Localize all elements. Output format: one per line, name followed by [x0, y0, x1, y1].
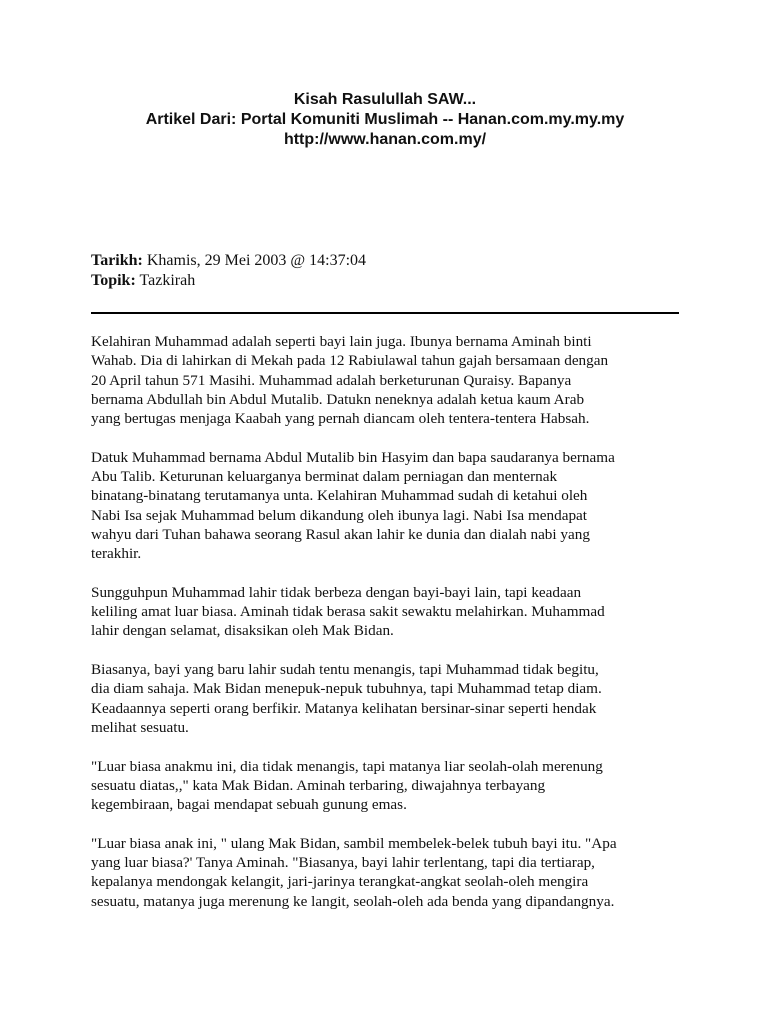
article-body: [91, 332, 679, 911]
paragraph-line: Keadaannya seperti orang berfikir. Matanya kelihatan bersinar-sinar seperti hendak: [91, 699, 597, 717]
date-row: [91, 251, 679, 271]
paragraph-line: "Luar biasa anak ini, " ulang Mak Bidan, sambil membelek-belek tubuh bayi itu. "Apa: [91, 834, 617, 852]
paragraph-line: binatang-binatang terutamanya unta. Kelahiran Muhammad sudah di ketahui oleh: [91, 487, 588, 505]
paragraph-line: terakhir.: [91, 545, 142, 563]
document-page: [91, 90, 679, 930]
paragraph-line: sesuatu diatas,," kata Mak Bidan. Aminah terbaring, diwajahnya terbayang: [91, 776, 546, 794]
paragraph: [91, 332, 679, 428]
date-label: Tarikh:: [91, 252, 143, 269]
paragraph: [91, 660, 679, 737]
paragraph-line: Sungguhpun Muhammad lahir tidak berbeza dengan bayi-bayi lain, tapi keadaan: [91, 583, 582, 601]
article-title: Kisah Rasulullah SAW...: [293, 91, 477, 108]
paragraph-line: lahir dengan selamat, disaksikan oleh Mak Bidan.: [91, 622, 394, 640]
paragraph-line: keliling amat luar biasa. Aminah tidak berasa sakit sewaktu melahirkan. Muhammad: [91, 603, 605, 621]
paragraph-line: Abu Talib. Keturunan keluarganya berminat dalam perniagan dan menternak: [91, 468, 558, 486]
article-source: Artikel Dari: Portal Komuniti Muslimah -- Hanan.com.my.my.my: [145, 111, 625, 128]
paragraph-line: kegembiraan, bagai mendapat sebuah gunung emas.: [91, 796, 407, 814]
topic-value: Tazkirah: [139, 272, 196, 289]
paragraph-line: yang bertugas menjaga Kaabah yang pernah diancam oleh tentera-tentera Habsah.: [91, 410, 590, 428]
paragraph-line: sesuatu, matanya juga merenung ke langit, seolah-oleh ada benda yang dipandangnya.: [91, 892, 615, 910]
paragraph-line: "Luar biasa anakmu ini, dia tidak menangis, tapi matanya liar seolah-olah merenung: [91, 757, 603, 775]
date-value: Khamis, 29 Mei 2003 @ 14:37:04: [146, 252, 367, 269]
paragraph-line: Kelahiran Muhammad adalah seperti bayi lain juga. Ibunya bernama Aminah binti: [91, 333, 592, 350]
paragraph-line: dia diam sahaja. Mak Bidan menepuk-nepuk tubuhnya, tapi Muhammad tetap diam.: [91, 680, 602, 698]
paragraph: [91, 448, 679, 564]
paragraph-line: bernama Abdullah bin Abdul Mutalib. Datukn neneknya adalah ketua kaum Arab: [91, 390, 585, 408]
paragraph-line: Datuk Muhammad bernama Abdul Mutalib bin Hasyim dan bapa saudaranya bernama: [91, 448, 615, 466]
paragraph-line: yang luar biasa?' Tanya Aminah. "Biasanya, bayi lahir terlentang, tapi dia tertiarap,: [91, 854, 595, 872]
horizontal-divider: [91, 312, 679, 314]
paragraph-line: 20 April tahun 571 Masihi. Muhammad adalah berketurunan Quraisy. Bapanya: [91, 371, 572, 389]
paragraph-line: Nabi Isa sejak Muhammad belum dikandung oleh ibunya lagi. Nabi Isa mendapat: [91, 506, 587, 524]
paragraph-line: Wahab. Dia di lahirkan di Mekah pada 12 Rabiulawal tahun gajah bersamaan dengan: [91, 352, 609, 370]
paragraph: [91, 834, 679, 911]
article-header: [91, 90, 679, 150]
paragraph-line: kepalanya mendongak kelangit, jari-jarinya terangkat-angkat seolah-oleh mengira: [91, 873, 589, 891]
paragraph: [91, 757, 679, 815]
article-url: http://www.hanan.com.my/: [283, 131, 487, 148]
paragraph-line: wahyu dari Tuhan bahawa seorang Rasul akan lahir ke dunia dan dialah nabi yang: [91, 525, 590, 543]
topic-label: Topik:: [91, 272, 136, 289]
paragraph-line: melihat sesuatu.: [91, 718, 189, 736]
paragraph: [91, 583, 679, 641]
paragraph-line: Biasanya, bayi yang baru lahir sudah tentu menangis, tapi Muhammad tidak begitu,: [91, 661, 599, 679]
article-meta: [91, 251, 679, 291]
topic-row: [91, 271, 679, 291]
